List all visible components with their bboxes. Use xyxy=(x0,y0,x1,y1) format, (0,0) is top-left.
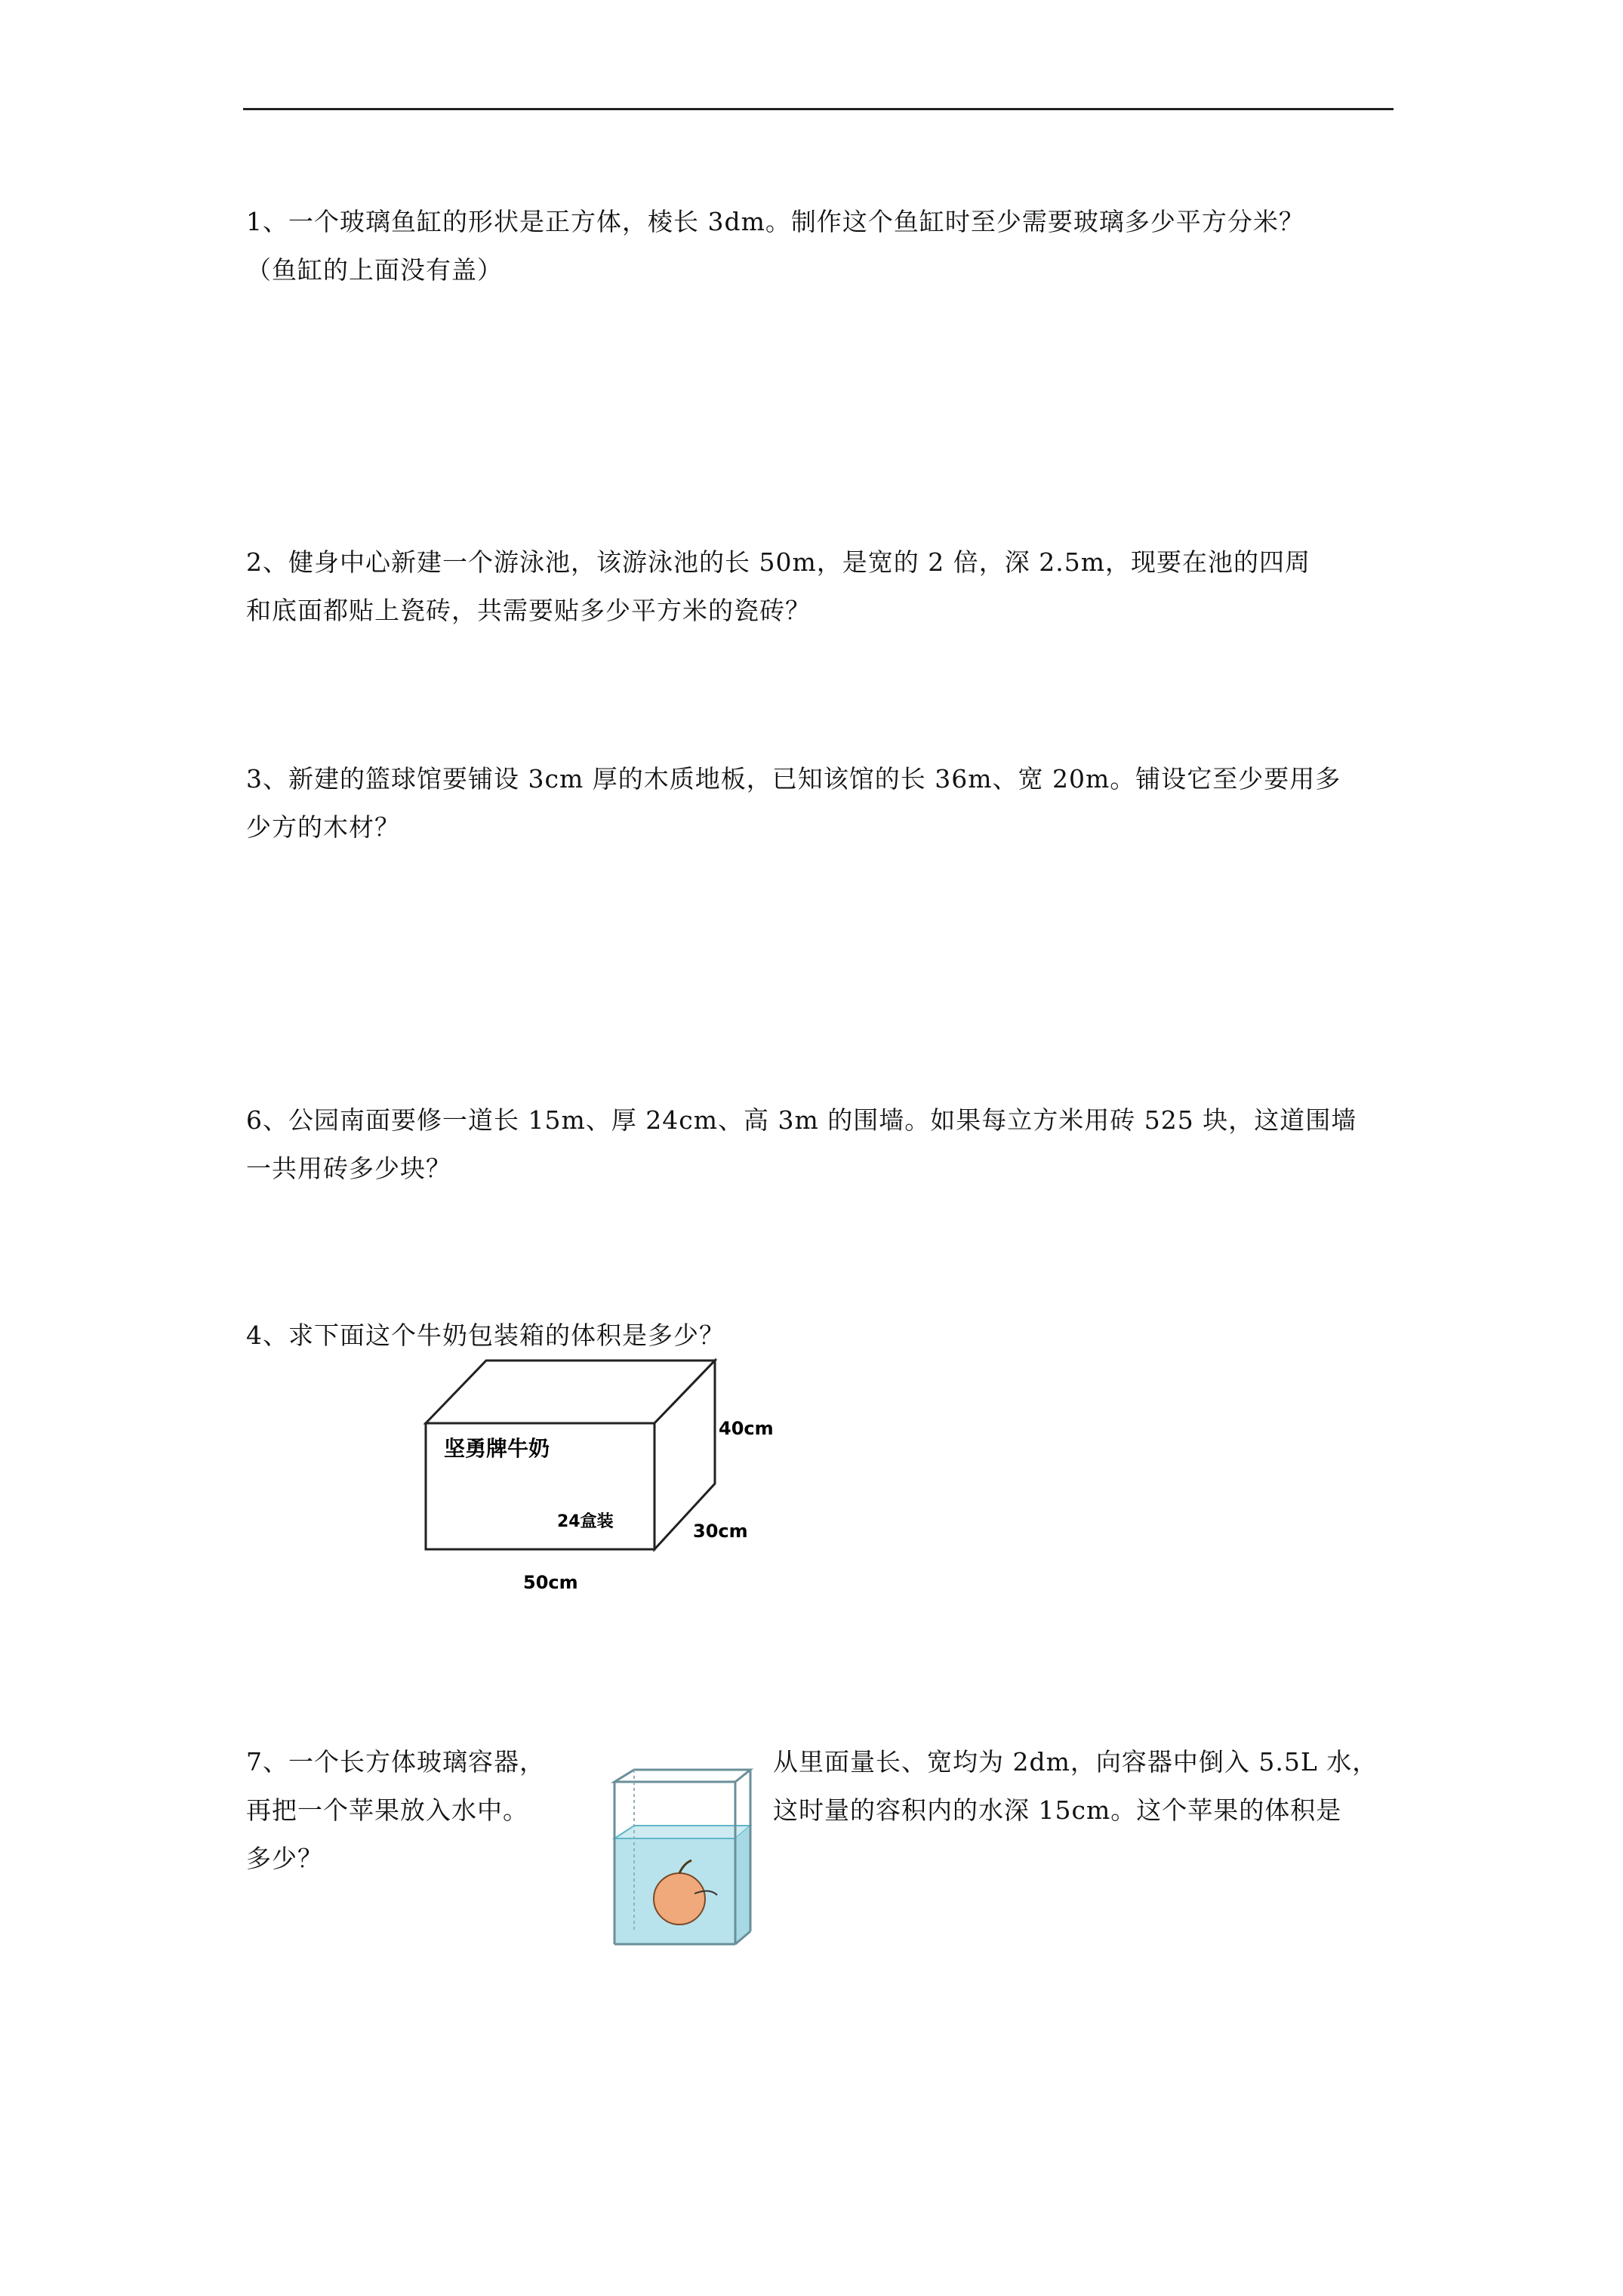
milk-box-figure xyxy=(423,1351,785,1601)
question-2 xyxy=(246,538,1394,635)
question-6-line-2: 一共用砖多少块？ xyxy=(246,1154,451,1183)
box-brand-label: 坚勇牌牛奶 xyxy=(444,1436,550,1461)
header-rule xyxy=(243,108,1394,110)
question-7-left xyxy=(246,1738,601,1883)
question-3 xyxy=(246,755,1394,852)
glass-tank-drawing xyxy=(604,1767,755,1948)
question-3-line-1: 3、新建的篮球馆要铺设 3cm 厚的木质地板，已知该馆的长 36m、宽 20m。铺设它至少要用多 xyxy=(246,764,1341,794)
question-2-line-1: 2、健身中心新建一个游泳池，该游泳池的长 50m，是宽的 2 倍，深 2.5m，现要在池的四周 xyxy=(246,547,1311,577)
box-length-label: 50cm xyxy=(523,1572,578,1593)
question-7-right xyxy=(773,1738,1394,1835)
question-7-left-line-2: 再把一个苹果放入水中。 xyxy=(246,1795,528,1825)
question-4 xyxy=(246,1311,1394,1360)
question-2-line-2: 和底面都贴上瓷砖，共需要贴多少平方米的瓷砖？ xyxy=(246,596,811,625)
box-height-label: 40cm xyxy=(719,1418,774,1439)
question-7-left-line-1: 7、一个长方体玻璃容器， xyxy=(246,1747,545,1777)
question-1-line-1: 1、一个玻璃鱼缸的形状是正方体，棱长 3dm。制作这个鱼缸时至少需要玻璃多少平方分米？ xyxy=(246,207,1304,236)
question-6-line-1: 6、公园南面要修一道长 15m、厚 24cm、高 3m 的围墙。如果每立方米用砖 525 块，这道围墙 xyxy=(246,1105,1357,1135)
apple-icon xyxy=(654,1873,705,1925)
milk-box-drawing xyxy=(423,1351,785,1601)
question-3-line-2: 少方的木材？ xyxy=(246,812,400,842)
question-1 xyxy=(246,198,1394,294)
question-7-right-line-2: 这时量的容积内的水深 15cm。这个苹果的体积是 xyxy=(773,1795,1342,1825)
question-7-left-line-3: 多少？ xyxy=(246,1844,323,1873)
glass-tank-figure xyxy=(604,1767,755,1948)
question-6 xyxy=(246,1096,1394,1193)
question-7-right-line-1: 从里面量长、宽均为 2dm，向容器中倒入 5.5L 水， xyxy=(773,1747,1378,1777)
tank-water-side xyxy=(735,1826,750,1944)
box-count-label: 24盒装 xyxy=(557,1512,614,1531)
box-depth-label: 30cm xyxy=(693,1521,748,1542)
question-4-line-1: 4、求下面这个牛奶包装箱的体积是多少？ xyxy=(246,1321,725,1350)
question-1-line-2: （鱼缸的上面没有盖） xyxy=(246,255,503,285)
